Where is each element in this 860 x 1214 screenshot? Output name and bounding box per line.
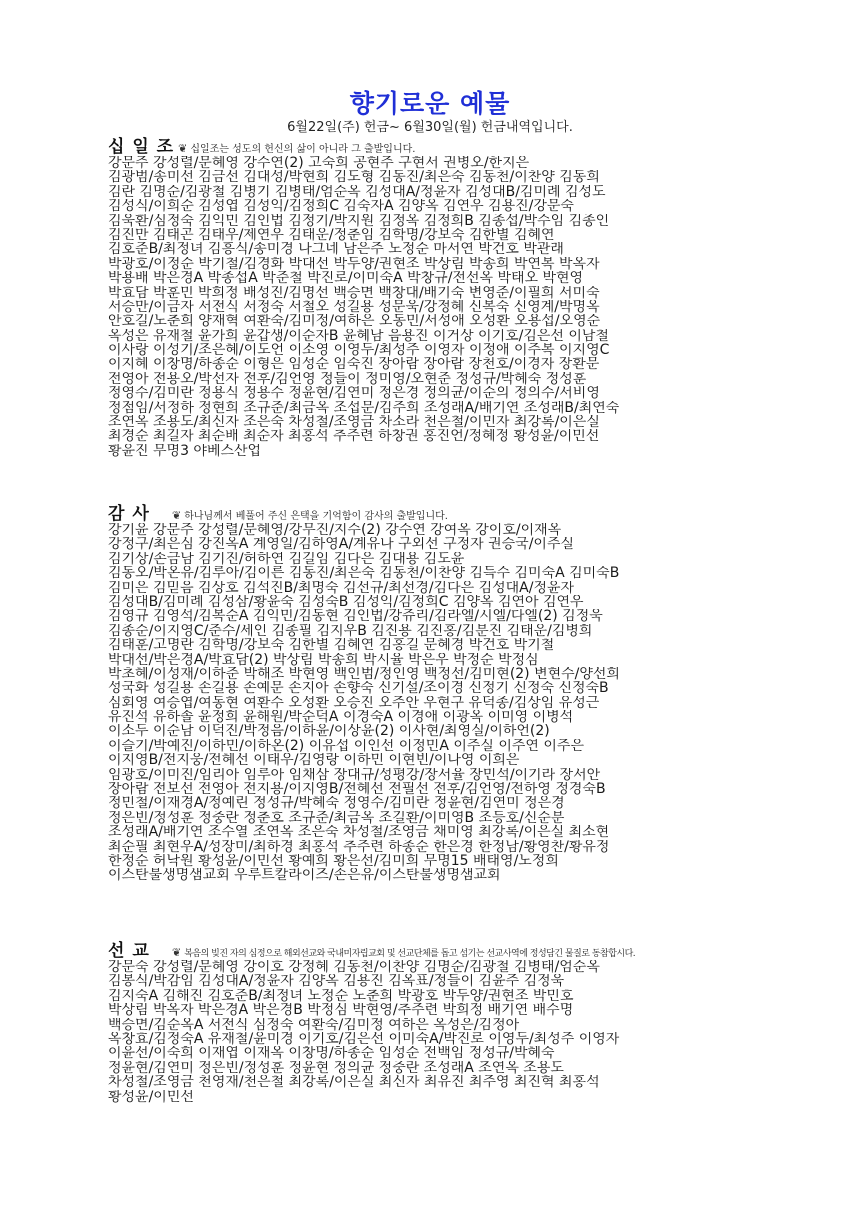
- donor-line: 박효담 박훈민 박희정 배성진/김명선 백승면 백창대/배기숙 변영준/이필희 서미숙: [108, 285, 600, 300]
- donor-line: 최경순 최길자 최순배 최순자 최홍석 추주련 하창권 홍진언/정혜정 황성윤/이민선: [108, 429, 600, 444]
- donor-line: 임광호/이미진/임리아 임루아 임채삼 장대규/성평강/장서율 장민석/이기라 장서안: [108, 767, 601, 783]
- donor-line: 서승만/이금자 서전식 서정숙 서철오 성길용 성문욱/강정혜 신복숙 신영계/박명옥: [108, 299, 600, 315]
- donor-line: 황성윤/이민선: [108, 1089, 194, 1104]
- donor-line: 김동오/박온유/김루아/김이른 김동진/최은숙 김동천/이찬양 김득수 김미숙A 김미숙B: [108, 566, 620, 581]
- donor-line: 정은빈/정성훈 정중란 정춘호 조규준/최금옥 조길환/이미영B 조등호/신순분: [108, 810, 565, 826]
- donor-line: 김성대B/김미례 김성삼/황윤숙 김성숙B 김성익/김정희C 김양옥 김연아 김연우: [108, 594, 584, 610]
- donor-line: 박상림 박옥자 박은경A 박은경B 박정심 박현영/추주련 박희정 배기연 배수명: [108, 1003, 574, 1018]
- donor-line: 김욱환/심정숙 김익민 김인법 김정기/박지원 김정옥 김정희B 김종섭/박수임 김종인: [108, 213, 610, 228]
- section-title: 십 일 조: [108, 137, 175, 157]
- section-tithe: [108, 138, 758, 458]
- donor-line: 백승면/김순옥A 서전식 심정숙 여환숙/김미정 여하은 옥성은/김정아: [108, 1017, 520, 1032]
- donor-line: 조성래A/배기연 조수열 조연옥 조은숙 차성철/조영금 채미영 최강록/이은실 최소현: [108, 825, 610, 840]
- section-title: 선 교: [108, 941, 150, 961]
- donor-line: 강정구/최은심 강진옥A 계영일/김하영A/계유나 구외선 구정자 권승국/이주실: [108, 537, 574, 552]
- section-note: 복음의 빚진 자의 심정으로 해외선교와 국내미자립교회 및 선교단체를 돕고 섬기는 선교사역에 정성담긴 물질로 동참합시다.: [184, 949, 636, 959]
- donor-line: 김태훈/고명란 김학명/강보숙 김한별 김혜연 김홍길 문혜경 박건호 박기철: [108, 638, 555, 653]
- donor-line: 김호준B/최정녀 김흥식/송미경 나그네 남은주 노정순 마서연 박건호 박관래: [108, 242, 564, 257]
- donor-list: [108, 156, 758, 458]
- donor-line: 황윤진 무명3 야베스산업: [108, 443, 262, 459]
- donor-line: 김종순/이지영C/준수/세인 김종필 김지우B 김진용 김진홍/김분진 김태운/김병희: [108, 623, 593, 639]
- donor-line: 김성식/이희순 김성엽 김성익/김정희C 김숙자A 김양옥 김연우 김용진/강문숙: [108, 199, 574, 214]
- donor-line: 김지숙A 김해진 김호준B/최정녀 노정순 노춘희 박광호 박두양/권현조 박민호: [108, 988, 574, 1004]
- donor-line: 김영규 김영석/김복순A 김익민/김동현 김인법/강쥬리/김라엘/시엘/다엘(2) 김정욱: [108, 609, 603, 624]
- donor-line: 정민철/이재경A/정예린 정성규/박혜숙 정영수/김미란 정윤현/김연미 정은경: [108, 796, 565, 811]
- donor-line: 유진석 유하솔 윤정희 윤해원/박순덕A 이경숙A 이경애 이광옥 이미영 이병석: [108, 710, 574, 725]
- donor-line: 김란 김명순/김광철 김병기 김병태/엄순옥 김성대A/정윤자 김성대B/김미례 김성도: [108, 184, 606, 200]
- donor-line: 정점임/서정하 정현희 조규준/최금옥 조섭문/김주희 조성래A/배기연 조성래B/최연숙: [108, 400, 620, 416]
- donor-line: 한정순 허낙원 황성윤/이민선 황예희 황은선/김미희 무명15 배태영/노정희: [108, 853, 559, 869]
- donor-line: 이스탄불생명샘교회 우루트칼라이즈/손은유/이스탄불생명샘교회: [108, 868, 501, 883]
- donor-line: 안호길/노춘희 양재혁 여환숙/김미정/여하은 오동민/서성애 오성환 오용섭/오영순: [108, 314, 601, 329]
- donor-line: 정영수/김미란 정용식 정용수 정윤현/김연미 정은경 정의균/이순의 정의수/서비영: [108, 386, 600, 401]
- leaf-icon: ❦: [172, 509, 182, 522]
- donor-line: 이소두 이순남 이덕진/박정음/이하윤/이상윤(2) 이사현/최영실/이하언(2): [108, 724, 550, 739]
- donor-line: 이윤선/이숙희 이재엽 이재옥 이창명/하종순 임성순 전백임 정성규/박혜숙: [108, 1046, 555, 1061]
- donor-line: 장아람 전보선 전영아 전지용/이지영B/전혜선 전필선 전후/김언영/전하영 정경숙B: [108, 782, 606, 797]
- donor-line: 김광범/송미선 김금선 김대성/박현희 김도형 김동진/최은숙 김동천/이찬양 김동희: [108, 170, 600, 185]
- donor-line: 심회영 여승엽/여동현 여환수 오성환 오승진 오주안 우현구 유덕종/김상임 유성근: [108, 695, 600, 711]
- donor-list: [108, 960, 758, 1104]
- donor-line: 김진만 김태곤 김태우/제연우 김태운/정춘임 김학명/강보숙 김한별 김혜연: [108, 227, 555, 243]
- donor-line: 박용배 박은경A 박종섭A 박준철 박진로/이미숙A 박창규/전선옥 박태오 박현영: [108, 271, 584, 286]
- donor-line: 옥창효/김정숙A 유재철/윤미경 이기호/김은선 이미숙A/박진로 이영두/최성주 이영자: [108, 1031, 620, 1047]
- donor-line: 강문주 강성렬/문혜영 강수연(2) 고숙희 공현주 구현서 권병오/한지은: [108, 156, 530, 171]
- section-mission: [108, 942, 758, 1104]
- section-thanks: [108, 505, 758, 883]
- donor-line: 전영아 전용오/박선자 전후/김언영 정들이 정미영/오현준 정성규/박혜숙 정성훈: [108, 371, 587, 387]
- donor-line: 박광호/이정순 박기철/김경화 박대선 박두양/권현조 박상림 박송희 박연복 박옥자: [108, 256, 600, 272]
- donor-line: 김기상/손금남 김기진/허하연 김길임 김다은 김대용 김도윤: [108, 551, 465, 567]
- page-subtitle: 6월22일(주) 헌금~ 6월30일(월) 헌금내역입니다.: [287, 120, 573, 135]
- section-header: [108, 942, 758, 960]
- donor-line: 최순필 최현우A/성장미/최하경 최홍석 추주련 하종순 한은경 한정남/황영찬/황유정: [108, 839, 610, 854]
- donor-line: 김미은 김믿음 김상호 김석진B/최명숙 김선규/최선경/김다은 김성대A/정윤자: [108, 580, 575, 595]
- donor-line: 이슬기/박예진/이하민/이하온(2) 이유섭 이인선 이정민A 이주실 이주연 이주은: [108, 738, 584, 754]
- leaf-icon: ❦: [172, 946, 182, 959]
- donor-line: 옥성은 유재철 윤가희 윤갑생/이순자B 윤혜남 음용진 이거상 이기호/김은선 이남철: [108, 328, 609, 344]
- section-header: [108, 138, 758, 156]
- section-title: 감 사: [108, 504, 150, 524]
- donor-line: 조연옥 조용도/최신자 조은숙 차성철/조영금 차소라 천은철/이민자 최강록/이은실: [108, 415, 600, 430]
- donor-line: 성국화 성길용 손길용 손예문 손지아 손향숙 신기설/조이경 신정기 신정숙 신정숙B: [108, 681, 609, 696]
- donor-list: [108, 523, 758, 883]
- donor-line: 이지영B/전지웅/전혜선 이태우/김영랑 이하민 이현빈/이나영 이희은: [108, 753, 520, 768]
- donor-line: 차성철/조영금 천영재/천은철 최강록/이은실 최신자 최유진 최주영 최진혁 최홍석: [108, 1075, 600, 1090]
- section-note: 하나님께서 베풀어 주신 은택을 기억함이 감사의 출발입니다.: [184, 511, 448, 522]
- donor-line: 박초혜/이성재/이하준 박해조 박현영 백인범/정인영 백정선/김미현(2) 변현수/양선희: [108, 666, 620, 682]
- donor-line: 이사랑 이성기/조은혜/이도언 이소영 이영두/최성주 이영자 이정애 이주복 이지영C: [108, 343, 610, 358]
- donor-line: 강기윤 강문주 강성렬/문혜영/강무진/지수(2) 강수연 강여옥 강이호/이재옥: [108, 523, 562, 538]
- donor-line: 김봉식/박감임 김성대A/정윤자 김양옥 김용진 김옥표/정들이 김윤주 김정욱: [108, 974, 565, 989]
- section-header: [108, 505, 758, 523]
- leaf-icon: ❦: [178, 142, 188, 155]
- donor-line: 박대선/박은경A/박효담(2) 박상림 박송희 박시율 박은우 박정순 박정심: [108, 652, 539, 667]
- donor-line: 강문숙 강성렬/문혜영 강이호 강정혜 김동천/이찬양 김명순/김광철 김병태/엄순옥: [108, 960, 600, 975]
- page-title: 향기로운 예물: [349, 89, 511, 118]
- section-note: 십일조는 성도의 헌신의 삶이 아니라 그 출발입니다.: [190, 144, 416, 155]
- donor-line: 이지혜 이창명/하종순 이형은 임성순 임숙진 장아람 장아람 장천호/이경자 장환문: [108, 357, 600, 372]
- donor-line: 정윤현/김연미 정은빈/정성훈 정윤현 정의균 정중란 조성래A 조연옥 조용도: [108, 1060, 564, 1076]
